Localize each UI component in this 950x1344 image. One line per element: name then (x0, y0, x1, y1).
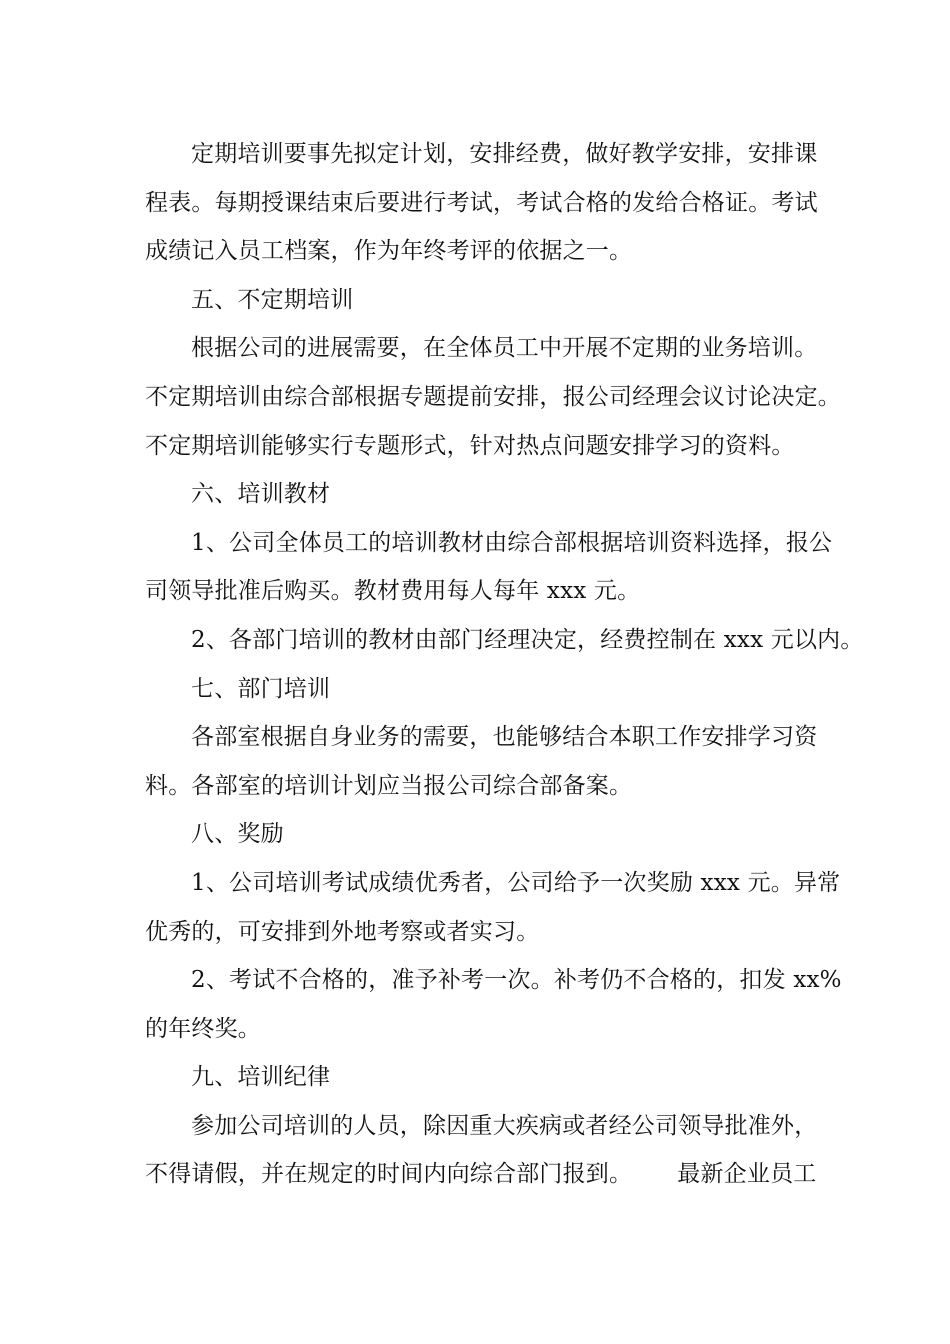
paragraph-line: 程表。每期授课结束后要进行考试，考试合格的发给合格证。考试 (145, 189, 818, 216)
paragraph-line: 不得请假，并在规定的时间内向综合部门报到。 最新企业员工 (145, 1161, 817, 1188)
section-heading-9: 九、培训纪律 (191, 1064, 331, 1091)
section-heading-7: 七、部门培训 (191, 675, 331, 702)
paragraph-line: 各部室根据自身业务的需要，也能够结合本职工作安排学习资 (191, 724, 818, 751)
paragraph-line: 不定期培训由综合部根据专题提前安排，报公司经理会议讨论决定。 (145, 383, 841, 410)
paragraph-line: 料。各部室的培训计划应当报公司综合部备案。 (145, 772, 633, 799)
paragraph-line: 参加公司培训的人员，除因重大疾病或者经公司领导批准外， (191, 1112, 818, 1139)
paragraph-line: 优秀的，可安排到外地考察或者实习。 (145, 918, 540, 945)
paragraph-line: 2、考试不合格的，准予补考一次。补考仍不合格的，扣发 xx% (191, 967, 842, 994)
document-body (145, 130, 864, 1199)
section-heading-5: 五、不定期培训 (191, 286, 354, 313)
paragraph-line: 根据公司的进展需要，在全体员工中开展不定期的业务培训。 (191, 335, 818, 362)
section-heading-8: 八、奖励 (191, 821, 284, 848)
paragraph-line: 成绩记入员工档案，作为年终考评的依据之一。 (145, 238, 633, 265)
paragraph-line: 1、公司全体员工的培训教材由综合部根据培训资料选择，报公 (191, 529, 833, 556)
paragraph-line: 定期培训要事先拟定计划，安排经费，做好教学安排，安排课 (191, 141, 818, 167)
paragraph-line: 1、公司培训考试成绩优秀者，公司给予一次奖励 xxx 元。异常 (191, 869, 841, 896)
paragraph-line: 不定期培训能够实行专题形式，针对热点问题安排学习的资料。 (145, 432, 795, 459)
paragraph-line: 2、各部门培训的教材由部门经理决定，经费控制在 xxx 元以内。 (191, 626, 864, 653)
paragraph-line: 司领导批准后购买。教材费用每人每年 xxx 元。 (145, 578, 641, 605)
section-heading-6: 六、培训教材 (191, 481, 331, 508)
paragraph-line: 的年终奖。 (145, 1015, 261, 1042)
